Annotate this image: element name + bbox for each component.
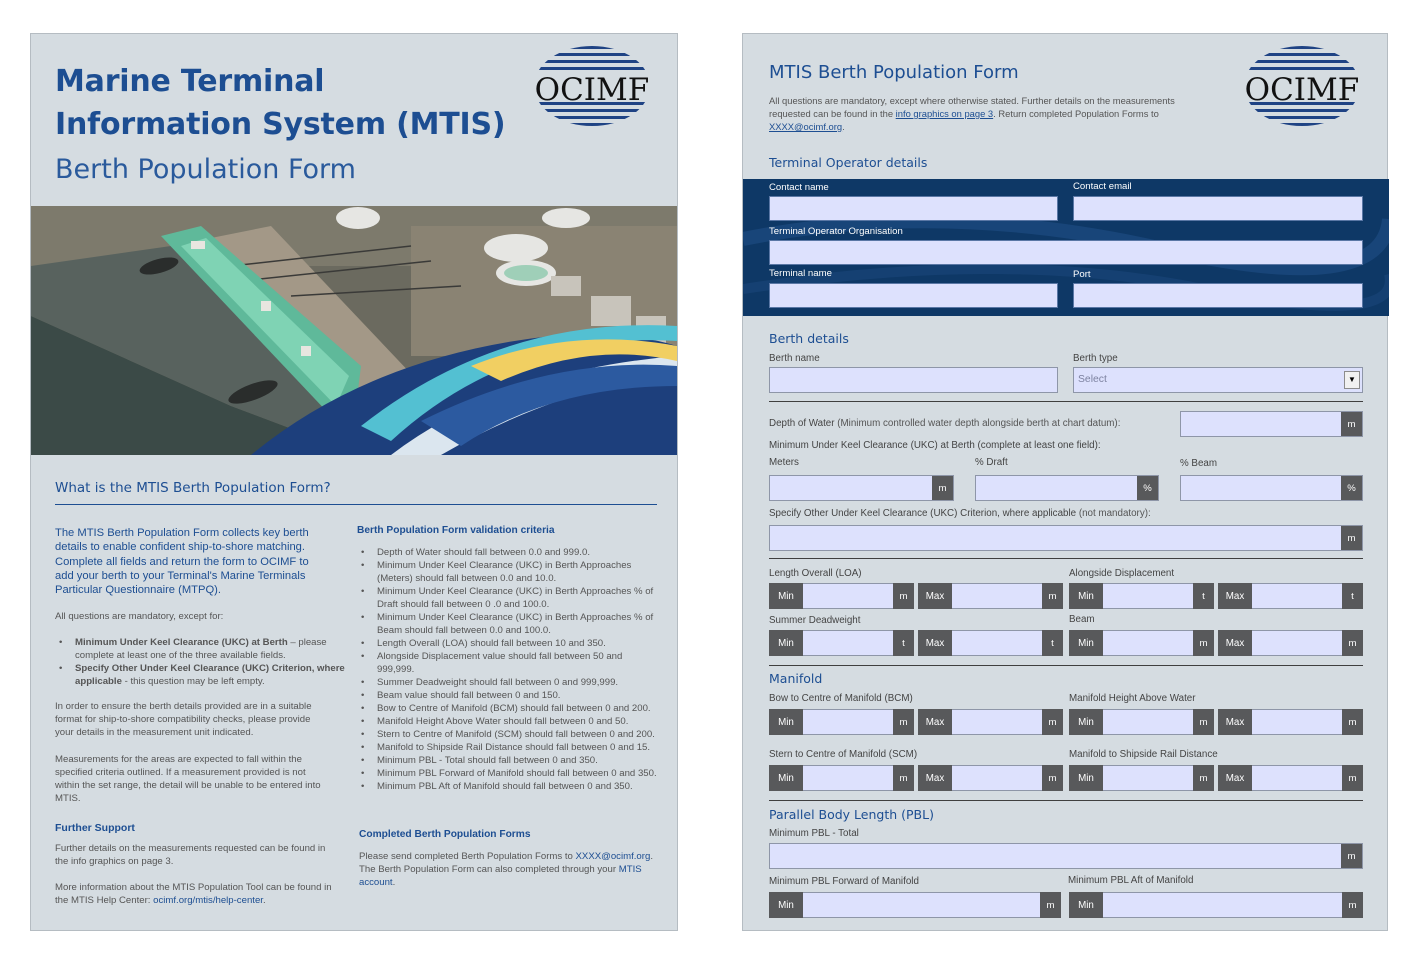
mtis-account-link[interactable]: MTIS account: [359, 864, 642, 888]
berth-name-input[interactable]: [769, 367, 1058, 393]
list-item: • Bow to Centre of Manifold (BCM) should fall between 0 and 200.: [357, 702, 659, 715]
manifold-height-label: Manifold Height Above Water: [1069, 693, 1196, 704]
divider: [769, 558, 1363, 559]
bcm-max-field[interactable]: Max m: [918, 709, 1063, 735]
contact-name-label: Contact name: [769, 182, 829, 193]
contact-email-label: Contact email: [1073, 181, 1132, 192]
list-item: • Minimum Under Keel Clearance (UKC) in Berth Approaches (Meters) should fall between 0.0 and 10.0.: [357, 559, 659, 585]
terminal-name-label: Terminal name: [769, 268, 832, 279]
list-item: • Beam value should fall between 0 and 150.: [357, 689, 659, 702]
section-divider: [55, 504, 657, 505]
port-input[interactable]: [1073, 283, 1363, 308]
section-title-what-is: What is the MTIS Berth Population Form?: [55, 480, 331, 496]
list-item: • Length Overall (LOA) should fall between 10 and 350.: [357, 637, 659, 650]
berth-type-select[interactable]: Select ▼: [1073, 367, 1363, 393]
organisation-input[interactable]: [769, 240, 1363, 265]
draft-label: % Draft: [975, 457, 1008, 468]
email-link[interactable]: XXXX@ocimf.org: [769, 121, 843, 132]
info-graphics-link[interactable]: info graphics on page 3: [895, 108, 994, 119]
list-item: • Minimum PBL Aft of Manifold should fall between 0 and 350.: [357, 780, 659, 793]
displacement-min-field[interactable]: Min t: [1069, 583, 1214, 609]
height-min-field[interactable]: Min m: [1069, 709, 1214, 735]
deadweight-min-field[interactable]: Min t: [769, 630, 914, 656]
displacement-label: Alongside Displacement: [1069, 568, 1175, 579]
form-intro: All questions are mandatory, except where otherwise stated. Further details on the measurements requested can be found in the info graphics on page 3. Return completed Population Forms to XXXX@ocimf.org.: [769, 95, 1175, 132]
deadweight-label: Summer Deadweight: [769, 615, 861, 626]
pbl-forward-min-field[interactable]: Min m: [769, 892, 1061, 918]
port-label: Port: [1073, 269, 1091, 280]
contact-email-input[interactable]: [1073, 196, 1363, 221]
meters-label: Meters: [769, 457, 799, 468]
ukc-meters-input[interactable]: m: [769, 475, 954, 501]
deadweight-max-field[interactable]: Max t: [918, 630, 1063, 656]
bcm-label: Bow to Centre of Manifold (BCM): [769, 693, 913, 704]
cover-page: [30, 33, 678, 931]
beam-max-field[interactable]: Max m: [1218, 630, 1363, 656]
help-center-text: More information about the MTIS Population Tool can be found in the MTIS Help Center: ocimf.org/mtis/help-center.: [55, 882, 332, 906]
depth-label: Depth of Water (Minimum controlled water depth alongside berth at chart datum):: [769, 418, 1121, 429]
loa-label: Length Overall (LOA): [769, 568, 862, 579]
organisation-label: Terminal Operator Organisation: [769, 226, 903, 237]
beam-label: Beam: [1069, 614, 1095, 625]
berth-name-label: Berth name: [769, 353, 820, 364]
beam-min-field[interactable]: Min m: [1069, 630, 1214, 656]
criteria-list: [357, 546, 659, 793]
section-title-berth: Berth details: [769, 331, 849, 346]
further-support-text: Further details on the measurements requested can be found in the info graphics on page 3.: [55, 843, 326, 867]
terminal-name-input[interactable]: [769, 283, 1058, 308]
document-subtitle: Berth Population Form: [55, 154, 356, 185]
other-ukc-label: Specify Other Under Keel Clearance (UKC) Criterion, where applicable (not mandatory):: [769, 508, 1151, 519]
logo-text: OCIMF: [1244, 72, 1360, 108]
depth-input[interactable]: m: [1180, 411, 1363, 437]
list-item: • Manifold Height Above Water should fall between 0 and 50.: [357, 715, 659, 728]
scm-max-field[interactable]: Max m: [918, 765, 1063, 791]
list-item: • Minimum Under Keel Clearance (UKC) in Berth Approaches % of Draft should fall between 0 .0 and 100.0.: [357, 585, 659, 611]
list-item: • Depth of Water should fall between 0.0 and 999.0.: [357, 546, 659, 559]
rail-max-field[interactable]: Max m: [1218, 765, 1363, 791]
displacement-max-field[interactable]: Max t: [1218, 583, 1363, 609]
divider: [769, 665, 1363, 666]
section-title-pbl: Parallel Body Length (PBL): [769, 807, 934, 822]
list-item: • Minimum PBL - Total should fall between 0 and 350.: [357, 754, 659, 767]
contact-name-input[interactable]: [769, 196, 1058, 221]
intro-paragraph: The MTIS Berth Population Form collects key berth details to enable confident ship-to-shore matching. Complete all fields and return the form to OCIMF to add your berth to your Terminal's Marine Terminals Particular Questionnaire (MTPQ).: [55, 527, 309, 597]
height-max-field[interactable]: Max m: [1218, 709, 1363, 735]
document-title: Marine Terminal Information System (MTIS): [55, 64, 506, 142]
pbl-total-input[interactable]: m: [769, 843, 1363, 869]
bcm-min-field[interactable]: Min m: [769, 709, 914, 735]
loa-min-field[interactable]: Min m: [769, 583, 914, 609]
other-ukc-input[interactable]: m: [769, 525, 1363, 551]
rail-distance-label: Manifold to Shipside Rail Distance: [1069, 749, 1218, 760]
scm-label: Stern to Centre of Manifold (SCM): [769, 749, 918, 760]
measurement-range-paragraph: Measurements for the areas are expected to fall within the specified criteria outlined. If a measurement provided is not within the set range, the detail will be unable to be entered into MTIS.: [55, 754, 321, 804]
further-support-title: Further Support: [55, 822, 135, 834]
email-link[interactable]: XXXX@ocimf.org: [575, 851, 651, 862]
scm-min-field[interactable]: Min m: [769, 765, 914, 791]
list-item: • Minimum Under Keel Clearance (UKC) at Berth – please complete at least one of the three available fields.: [55, 636, 345, 662]
terminal-aerial-photo: [31, 206, 677, 455]
ocimf-logo: [1241, 44, 1363, 128]
list-item: • Manifold to Shipside Rail Distance should fall between 0 and 15.: [357, 741, 659, 754]
divider: [769, 800, 1363, 801]
list-item: • Stern to Centre of Manifold (SCM) should fall between 0 and 200.: [357, 728, 659, 741]
list-item: • Specify Other Under Keel Clearance (UKC) Criterion, where applicable - this question may be left empty.: [55, 662, 345, 688]
ukc-draft-input[interactable]: %: [975, 475, 1159, 501]
rail-min-field[interactable]: Min m: [1069, 765, 1214, 791]
pbl-forward-label: Minimum PBL Forward of Manifold: [769, 876, 919, 887]
logo-text: OCIMF: [534, 72, 650, 108]
operator-details-band: [743, 179, 1389, 316]
ukc-label: Minimum Under Keel Clearance (UKC) at Berth (complete at least one field):: [769, 440, 1101, 451]
form-page: [742, 33, 1388, 931]
pbl-aft-min-field[interactable]: Min m: [1069, 892, 1363, 918]
chevron-down-icon[interactable]: ▼: [1344, 371, 1360, 389]
list-item: • Minimum Under Keel Clearance (UKC) in Berth Approaches % of Beam should fall between 0.0 and 100.0.: [357, 611, 659, 637]
divider: [769, 401, 1363, 402]
completed-forms-text: Please send completed Berth Population Forms to XXXX@ocimf.org. The Berth Population Form can also completed through your MTIS account.: [359, 851, 653, 888]
section-title-manifold: Manifold: [769, 671, 823, 686]
pbl-total-label: Minimum PBL - Total: [769, 828, 859, 839]
exceptions-list: [55, 636, 345, 688]
pbl-aft-label: Minimum PBL Aft of Manifold: [1068, 875, 1194, 886]
beam-pct-label: % Beam: [1180, 458, 1218, 469]
berth-type-label: Berth type: [1073, 353, 1118, 364]
ocimf-logo: [531, 44, 653, 128]
help-center-link[interactable]: ocimf.org/mtis/help-center: [153, 895, 263, 906]
list-item: • Minimum PBL Forward of Manifold should fall between 0 and 350.: [357, 767, 659, 780]
criteria-title: Berth Population Form validation criteria: [357, 525, 555, 536]
measurement-unit-paragraph: In order to ensure the berth details provided are in a suitable format for ship-to-shore compatibility checks, please provide your details in the measurement unit indicated.: [55, 701, 312, 738]
form-title: MTIS Berth Population Form: [769, 62, 1019, 83]
list-item: • Alongside Displacement value should fall between 50 and 999,999.: [357, 650, 659, 676]
mandatory-text: All questions are mandatory, except for:: [55, 611, 224, 622]
completed-forms-title: Completed Berth Population Forms: [359, 829, 531, 840]
ukc-beam-input[interactable]: %: [1180, 475, 1363, 501]
loa-max-field[interactable]: Max m: [918, 583, 1063, 609]
section-title-operator: Terminal Operator details: [769, 155, 928, 170]
list-item: • Summer Deadweight should fall between 0 and 999,999.: [357, 676, 659, 689]
